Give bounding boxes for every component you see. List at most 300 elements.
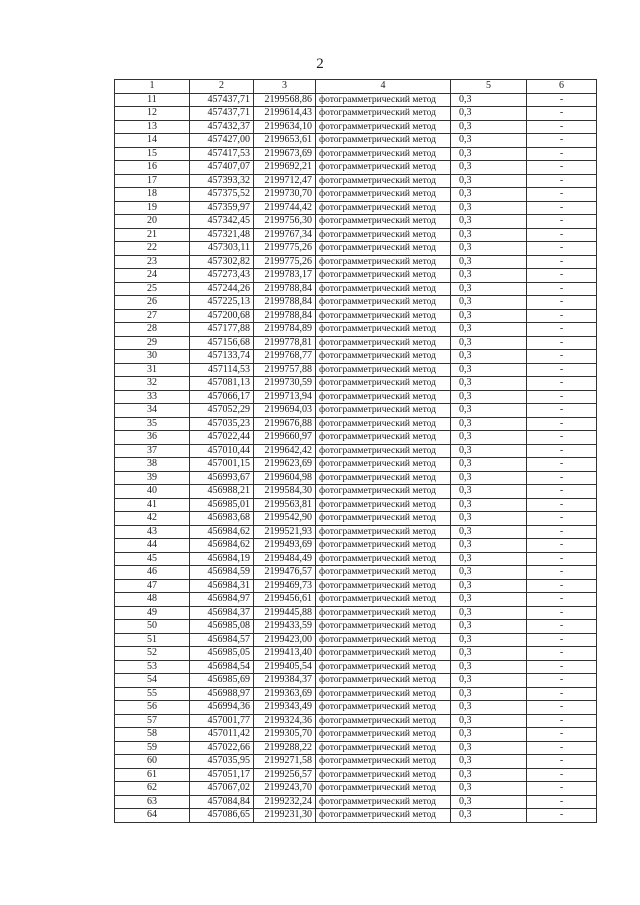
point-number-cell: 18: [115, 188, 190, 202]
note-cell: -: [527, 755, 597, 769]
method-cell: фотограмметрический метод: [316, 714, 451, 728]
accuracy-cell: 0,3: [451, 120, 527, 134]
y-coordinate-cell: 2199614,43: [254, 107, 316, 121]
method-cell: фотограмметрический метод: [316, 107, 451, 121]
note-cell: -: [527, 444, 597, 458]
point-number-cell: 59: [115, 741, 190, 755]
table-row: [115, 188, 597, 202]
x-coordinate-cell: 457407,07: [190, 161, 254, 175]
y-coordinate-cell: 2199305,70: [254, 728, 316, 742]
x-coordinate-cell: 456988,21: [190, 485, 254, 499]
x-coordinate-cell: 457437,71: [190, 93, 254, 107]
x-coordinate-cell: 457393,32: [190, 174, 254, 188]
table-row: [115, 714, 597, 728]
note-cell: -: [527, 242, 597, 256]
note-cell: -: [527, 377, 597, 391]
point-number-cell: 13: [115, 120, 190, 134]
y-coordinate-cell: 2199712,47: [254, 174, 316, 188]
note-cell: -: [527, 525, 597, 539]
note-cell: -: [527, 390, 597, 404]
method-cell: фотограмметрический метод: [316, 228, 451, 242]
accuracy-cell: 0,3: [451, 93, 527, 107]
method-cell: фотограмметрический метод: [316, 552, 451, 566]
point-number-cell: 14: [115, 134, 190, 148]
y-coordinate-cell: 2199730,59: [254, 377, 316, 391]
accuracy-cell: 0,3: [451, 228, 527, 242]
y-coordinate-cell: 2199788,84: [254, 296, 316, 310]
table-row: [115, 755, 597, 769]
method-cell: фотограмметрический метод: [316, 93, 451, 107]
accuracy-cell: 0,3: [451, 458, 527, 472]
method-cell: фотограмметрический метод: [316, 242, 451, 256]
page-number: 2: [316, 56, 324, 72]
x-coordinate-cell: 457067,02: [190, 782, 254, 796]
method-cell: фотограмметрический метод: [316, 809, 451, 823]
method-cell: фотограмметрический метод: [316, 471, 451, 485]
x-coordinate-cell: 457225,13: [190, 296, 254, 310]
table-row: [115, 417, 597, 431]
x-coordinate-cell: 456984,59: [190, 566, 254, 580]
table-row: [115, 228, 597, 242]
point-number-cell: 52: [115, 647, 190, 661]
point-number-cell: 58: [115, 728, 190, 742]
accuracy-cell: 0,3: [451, 566, 527, 580]
point-number-cell: 26: [115, 296, 190, 310]
table-row: [115, 795, 597, 809]
table-row: [115, 296, 597, 310]
note-cell: -: [527, 404, 597, 418]
y-coordinate-cell: 2199231,30: [254, 809, 316, 823]
y-coordinate-cell: 2199634,10: [254, 120, 316, 134]
table-body: [115, 93, 597, 822]
y-coordinate-cell: 2199775,26: [254, 242, 316, 256]
method-cell: фотограмметрический метод: [316, 309, 451, 323]
note-cell: -: [527, 539, 597, 553]
x-coordinate-cell: 457086,65: [190, 809, 254, 823]
table-row: [115, 741, 597, 755]
x-coordinate-cell: 457244,26: [190, 282, 254, 296]
point-number-cell: 41: [115, 498, 190, 512]
note-cell: -: [527, 660, 597, 674]
note-cell: -: [527, 323, 597, 337]
accuracy-cell: 0,3: [451, 714, 527, 728]
note-cell: -: [527, 350, 597, 364]
method-cell: фотограмметрический метод: [316, 269, 451, 283]
method-cell: фотограмметрический метод: [316, 161, 451, 175]
table-row: [115, 593, 597, 607]
accuracy-cell: 0,3: [451, 134, 527, 148]
method-cell: фотограмметрический метод: [316, 755, 451, 769]
y-coordinate-cell: 2199413,40: [254, 647, 316, 661]
table-row: [115, 255, 597, 269]
accuracy-cell: 0,3: [451, 282, 527, 296]
column-header: 5: [451, 80, 527, 94]
x-coordinate-cell: 457177,88: [190, 323, 254, 337]
table-row: [115, 579, 597, 593]
y-coordinate-cell: 2199604,98: [254, 471, 316, 485]
point-number-cell: 48: [115, 593, 190, 607]
x-coordinate-cell: 457437,71: [190, 107, 254, 121]
point-number-cell: 31: [115, 363, 190, 377]
method-cell: фотограмметрический метод: [316, 377, 451, 391]
accuracy-cell: 0,3: [451, 201, 527, 215]
table-row: [115, 93, 597, 107]
x-coordinate-cell: 457273,43: [190, 269, 254, 283]
x-coordinate-cell: 457052,29: [190, 404, 254, 418]
point-number-cell: 57: [115, 714, 190, 728]
y-coordinate-cell: 2199660,97: [254, 431, 316, 445]
y-coordinate-cell: 2199642,42: [254, 444, 316, 458]
y-coordinate-cell: 2199256,57: [254, 768, 316, 782]
accuracy-cell: 0,3: [451, 701, 527, 715]
method-cell: фотограмметрический метод: [316, 795, 451, 809]
point-number-cell: 40: [115, 485, 190, 499]
note-cell: -: [527, 134, 597, 148]
y-coordinate-cell: 2199676,88: [254, 417, 316, 431]
y-coordinate-cell: 2199568,86: [254, 93, 316, 107]
accuracy-cell: 0,3: [451, 188, 527, 202]
accuracy-cell: 0,3: [451, 593, 527, 607]
y-coordinate-cell: 2199775,26: [254, 255, 316, 269]
column-header: 2: [190, 80, 254, 94]
method-cell: фотограмметрический метод: [316, 741, 451, 755]
point-number-cell: 25: [115, 282, 190, 296]
column-header: 3: [254, 80, 316, 94]
x-coordinate-cell: 457010,44: [190, 444, 254, 458]
table-row: [115, 606, 597, 620]
point-number-cell: 60: [115, 755, 190, 769]
method-cell: фотограмметрический метод: [316, 336, 451, 350]
y-coordinate-cell: 2199271,58: [254, 755, 316, 769]
accuracy-cell: 0,3: [451, 242, 527, 256]
table-row: [115, 350, 597, 364]
point-number-cell: 39: [115, 471, 190, 485]
y-coordinate-cell: 2199778,81: [254, 336, 316, 350]
accuracy-cell: 0,3: [451, 809, 527, 823]
point-number-cell: 46: [115, 566, 190, 580]
accuracy-cell: 0,3: [451, 741, 527, 755]
method-cell: фотограмметрический метод: [316, 512, 451, 526]
x-coordinate-cell: 457342,45: [190, 215, 254, 229]
note-cell: -: [527, 593, 597, 607]
table-row: [115, 525, 597, 539]
x-coordinate-cell: 456985,08: [190, 620, 254, 634]
note-cell: -: [527, 633, 597, 647]
method-cell: фотограмметрический метод: [316, 255, 451, 269]
method-cell: фотограмметрический метод: [316, 417, 451, 431]
method-cell: фотограмметрический метод: [316, 647, 451, 661]
y-coordinate-cell: 2199433,59: [254, 620, 316, 634]
x-coordinate-cell: 457081,13: [190, 377, 254, 391]
point-number-cell: 27: [115, 309, 190, 323]
point-number-cell: 32: [115, 377, 190, 391]
accuracy-cell: 0,3: [451, 215, 527, 229]
point-number-cell: 35: [115, 417, 190, 431]
accuracy-cell: 0,3: [451, 620, 527, 634]
point-number-cell: 43: [115, 525, 190, 539]
accuracy-cell: 0,3: [451, 795, 527, 809]
method-cell: фотограмметрический метод: [316, 633, 451, 647]
y-coordinate-cell: 2199730,70: [254, 188, 316, 202]
table-row: [115, 363, 597, 377]
x-coordinate-cell: 456985,05: [190, 647, 254, 661]
point-number-cell: 12: [115, 107, 190, 121]
method-cell: фотограмметрический метод: [316, 728, 451, 742]
table-row: [115, 633, 597, 647]
note-cell: -: [527, 309, 597, 323]
method-cell: фотограмметрический метод: [316, 120, 451, 134]
note-cell: -: [527, 107, 597, 121]
note-cell: -: [527, 161, 597, 175]
y-coordinate-cell: 2199756,30: [254, 215, 316, 229]
point-number-cell: 55: [115, 687, 190, 701]
method-cell: фотограмметрический метод: [316, 296, 451, 310]
method-cell: фотограмметрический метод: [316, 660, 451, 674]
x-coordinate-cell: 457001,15: [190, 458, 254, 472]
accuracy-cell: 0,3: [451, 633, 527, 647]
accuracy-cell: 0,3: [451, 539, 527, 553]
note-cell: -: [527, 269, 597, 283]
y-coordinate-cell: 2199584,30: [254, 485, 316, 499]
point-number-cell: 50: [115, 620, 190, 634]
point-number-cell: 49: [115, 606, 190, 620]
point-number-cell: 38: [115, 458, 190, 472]
point-number-cell: 23: [115, 255, 190, 269]
x-coordinate-cell: 456984,54: [190, 660, 254, 674]
point-number-cell: 33: [115, 390, 190, 404]
accuracy-cell: 0,3: [451, 363, 527, 377]
note-cell: -: [527, 674, 597, 688]
accuracy-cell: 0,3: [451, 579, 527, 593]
x-coordinate-cell: 456985,69: [190, 674, 254, 688]
table-row: [115, 809, 597, 823]
table-row: [115, 768, 597, 782]
note-cell: -: [527, 606, 597, 620]
accuracy-cell: 0,3: [451, 687, 527, 701]
note-cell: -: [527, 579, 597, 593]
point-number-cell: 53: [115, 660, 190, 674]
y-coordinate-cell: 2199469,73: [254, 579, 316, 593]
point-number-cell: 16: [115, 161, 190, 175]
note-cell: -: [527, 120, 597, 134]
accuracy-cell: 0,3: [451, 174, 527, 188]
table-row: [115, 701, 597, 715]
point-number-cell: 22: [115, 242, 190, 256]
accuracy-cell: 0,3: [451, 269, 527, 283]
method-cell: фотограмметрический метод: [316, 485, 451, 499]
point-number-cell: 62: [115, 782, 190, 796]
x-coordinate-cell: 456984,37: [190, 606, 254, 620]
point-number-cell: 11: [115, 93, 190, 107]
x-coordinate-cell: 457001,77: [190, 714, 254, 728]
method-cell: фотограмметрический метод: [316, 566, 451, 580]
point-number-cell: 17: [115, 174, 190, 188]
method-cell: фотограмметрический метод: [316, 201, 451, 215]
method-cell: фотограмметрический метод: [316, 674, 451, 688]
accuracy-cell: 0,3: [451, 512, 527, 526]
table-row: [115, 620, 597, 634]
table-row: [115, 539, 597, 553]
method-cell: фотограмметрический метод: [316, 147, 451, 161]
note-cell: -: [527, 147, 597, 161]
point-number-cell: 36: [115, 431, 190, 445]
point-number-cell: 45: [115, 552, 190, 566]
point-number-cell: 63: [115, 795, 190, 809]
x-coordinate-cell: 457321,48: [190, 228, 254, 242]
y-coordinate-cell: 2199694,03: [254, 404, 316, 418]
y-coordinate-cell: 2199768,77: [254, 350, 316, 364]
table-row: [115, 215, 597, 229]
point-number-cell: 28: [115, 323, 190, 337]
method-cell: фотограмметрический метод: [316, 701, 451, 715]
x-coordinate-cell: 457417,53: [190, 147, 254, 161]
table-row: [115, 647, 597, 661]
method-cell: фотограмметрический метод: [316, 525, 451, 539]
x-coordinate-cell: 457200,68: [190, 309, 254, 323]
y-coordinate-cell: 2199243,70: [254, 782, 316, 796]
y-coordinate-cell: 2199232,24: [254, 795, 316, 809]
accuracy-cell: 0,3: [451, 647, 527, 661]
y-coordinate-cell: 2199744,42: [254, 201, 316, 215]
x-coordinate-cell: 457432,37: [190, 120, 254, 134]
method-cell: фотограмметрический метод: [316, 431, 451, 445]
y-coordinate-cell: 2199484,49: [254, 552, 316, 566]
x-coordinate-cell: 457114,53: [190, 363, 254, 377]
accuracy-cell: 0,3: [451, 417, 527, 431]
note-cell: -: [527, 228, 597, 242]
accuracy-cell: 0,3: [451, 296, 527, 310]
note-cell: -: [527, 296, 597, 310]
x-coordinate-cell: 457375,52: [190, 188, 254, 202]
table-row: [115, 660, 597, 674]
table-row: [115, 674, 597, 688]
note-cell: -: [527, 782, 597, 796]
note-cell: -: [527, 498, 597, 512]
method-cell: фотограмметрический метод: [316, 498, 451, 512]
note-cell: -: [527, 417, 597, 431]
method-cell: фотограмметрический метод: [316, 390, 451, 404]
table-row: [115, 309, 597, 323]
table-row: [115, 174, 597, 188]
y-coordinate-cell: 2199542,90: [254, 512, 316, 526]
note-cell: -: [527, 471, 597, 485]
method-cell: фотограмметрический метод: [316, 350, 451, 364]
table-row: [115, 485, 597, 499]
table-row: [115, 782, 597, 796]
note-cell: -: [527, 174, 597, 188]
x-coordinate-cell: 456988,97: [190, 687, 254, 701]
table-row: [115, 458, 597, 472]
accuracy-cell: 0,3: [451, 147, 527, 161]
x-coordinate-cell: 457133,74: [190, 350, 254, 364]
y-coordinate-cell: 2199324,36: [254, 714, 316, 728]
method-cell: фотограмметрический метод: [316, 282, 451, 296]
note-cell: -: [527, 215, 597, 229]
accuracy-cell: 0,3: [451, 309, 527, 323]
accuracy-cell: 0,3: [451, 161, 527, 175]
method-cell: фотограмметрический метод: [316, 620, 451, 634]
x-coordinate-cell: 456984,97: [190, 593, 254, 607]
accuracy-cell: 0,3: [451, 606, 527, 620]
method-cell: фотограмметрический метод: [316, 444, 451, 458]
accuracy-cell: 0,3: [451, 444, 527, 458]
note-cell: -: [527, 93, 597, 107]
point-number-cell: 30: [115, 350, 190, 364]
accuracy-cell: 0,3: [451, 107, 527, 121]
accuracy-cell: 0,3: [451, 525, 527, 539]
x-coordinate-cell: 457035,95: [190, 755, 254, 769]
note-cell: -: [527, 741, 597, 755]
note-cell: -: [527, 336, 597, 350]
table-row: [115, 336, 597, 350]
x-coordinate-cell: 457427,00: [190, 134, 254, 148]
note-cell: -: [527, 363, 597, 377]
table-row: [115, 471, 597, 485]
method-cell: фотограмметрический метод: [316, 593, 451, 607]
y-coordinate-cell: 2199288,22: [254, 741, 316, 755]
x-coordinate-cell: 457084,84: [190, 795, 254, 809]
x-coordinate-cell: 457011,42: [190, 728, 254, 742]
table-row: [115, 728, 597, 742]
column-header: 4: [316, 80, 451, 94]
table-row: [115, 282, 597, 296]
table-row: [115, 161, 597, 175]
y-coordinate-cell: 2199445,88: [254, 606, 316, 620]
accuracy-cell: 0,3: [451, 768, 527, 782]
method-cell: фотограмметрический метод: [316, 539, 451, 553]
method-cell: фотограмметрический метод: [316, 174, 451, 188]
y-coordinate-cell: 2199783,17: [254, 269, 316, 283]
note-cell: -: [527, 809, 597, 823]
point-number-cell: 24: [115, 269, 190, 283]
table-row: [115, 552, 597, 566]
accuracy-cell: 0,3: [451, 674, 527, 688]
y-coordinate-cell: 2199623,69: [254, 458, 316, 472]
y-coordinate-cell: 2199713,94: [254, 390, 316, 404]
note-cell: -: [527, 512, 597, 526]
accuracy-cell: 0,3: [451, 255, 527, 269]
point-number-cell: 56: [115, 701, 190, 715]
note-cell: -: [527, 795, 597, 809]
table-row: [115, 566, 597, 580]
x-coordinate-cell: 457022,44: [190, 431, 254, 445]
table-row: [115, 107, 597, 121]
accuracy-cell: 0,3: [451, 552, 527, 566]
accuracy-cell: 0,3: [451, 728, 527, 742]
x-coordinate-cell: 457035,23: [190, 417, 254, 431]
point-number-cell: 51: [115, 633, 190, 647]
accuracy-cell: 0,3: [451, 377, 527, 391]
method-cell: фотограмметрический метод: [316, 323, 451, 337]
table-row: [115, 444, 597, 458]
accuracy-cell: 0,3: [451, 498, 527, 512]
accuracy-cell: 0,3: [451, 336, 527, 350]
note-cell: -: [527, 687, 597, 701]
note-cell: -: [527, 552, 597, 566]
method-cell: фотограмметрический метод: [316, 687, 451, 701]
note-cell: -: [527, 566, 597, 580]
note-cell: -: [527, 255, 597, 269]
x-coordinate-cell: 456993,67: [190, 471, 254, 485]
y-coordinate-cell: 2199476,57: [254, 566, 316, 580]
table-header-row: [115, 80, 597, 94]
y-coordinate-cell: 2199673,69: [254, 147, 316, 161]
note-cell: -: [527, 201, 597, 215]
y-coordinate-cell: 2199692,21: [254, 161, 316, 175]
point-number-cell: 42: [115, 512, 190, 526]
accuracy-cell: 0,3: [451, 755, 527, 769]
y-coordinate-cell: 2199788,84: [254, 282, 316, 296]
